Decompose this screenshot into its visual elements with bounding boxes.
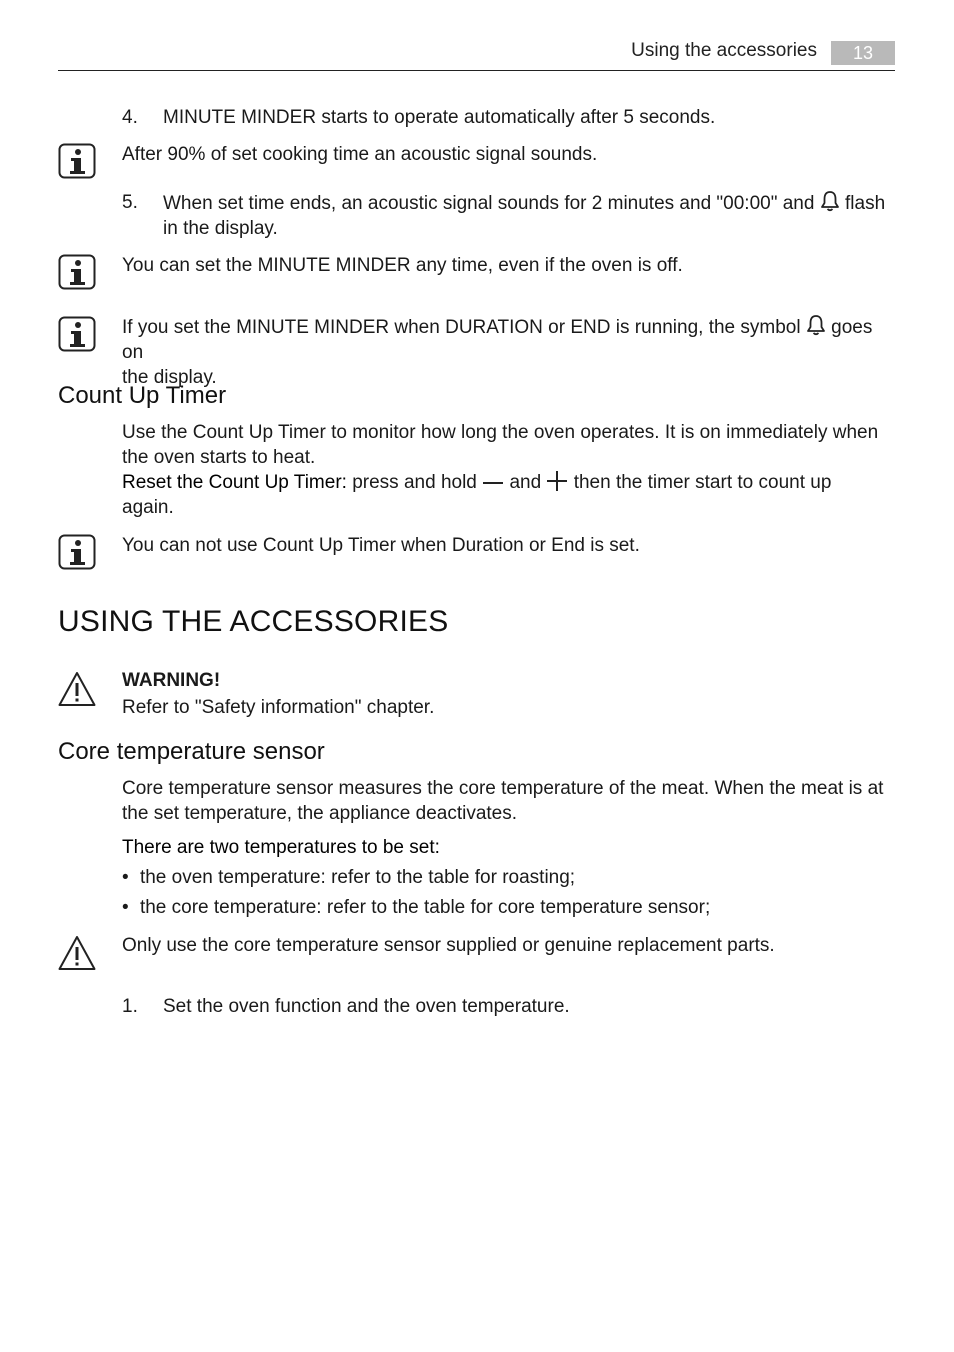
bullet-icon: •: [122, 867, 129, 888]
note-text-part: the display.: [122, 367, 217, 388]
reset-text-part: then the timer start to count up: [573, 472, 832, 493]
reset-text-part: and: [509, 472, 542, 493]
step-text: MINUTE MINDER starts to operate automatically after 5 seconds.: [163, 107, 716, 128]
warning-icon: [58, 671, 96, 707]
section-heading: Core temperature sensor: [58, 738, 325, 765]
warning-text: Refer to "Safety information" chapter.: [122, 697, 435, 718]
list-item: [122, 895, 710, 920]
step-number: 1.: [122, 996, 138, 1017]
step-text-part: flash: [845, 193, 886, 214]
note-text-part: goes on: [122, 317, 873, 363]
core-sensor-paragraph: [122, 776, 892, 826]
caution-text: Only use the core temperature sensor supplied or genuine replacement parts.: [122, 935, 775, 956]
reset-text-part: again.: [122, 497, 174, 518]
info-icon: [58, 143, 96, 179]
list-intro: There are two temperatures to be set:: [122, 837, 440, 858]
display-value: 00:00: [723, 193, 771, 214]
step-text-part: in the display.: [163, 218, 278, 239]
bell-icon: [806, 314, 826, 336]
info-note-text: You can not use Count Up Timer when Duration or End is set.: [122, 535, 640, 556]
step-number: 4.: [122, 107, 138, 128]
step-number: 5.: [122, 192, 138, 213]
warning-icon: [58, 935, 96, 971]
count-up-paragraph: [122, 420, 892, 520]
warning-title: WARNING!: [122, 670, 221, 691]
step-text: [163, 190, 893, 241]
list-item: [122, 865, 575, 890]
list-item-text: the oven temperature: refer to the table for roasting;: [139, 867, 576, 888]
plus-icon: [546, 471, 568, 491]
bullet-icon: •: [122, 897, 129, 918]
list-item-text: the core temperature: refer to the table for core temperature sensor;: [139, 897, 711, 918]
paragraph-line: Core temperature sensor measures the core temperature of the meat. When the meat is at: [122, 778, 884, 799]
reset-text-part: press and hold: [352, 472, 477, 493]
section-heading: Count Up Timer: [58, 382, 227, 409]
chapter-heading: USING THE ACCESSORIES: [58, 605, 449, 638]
bell-icon: [820, 190, 840, 212]
info-icon: [58, 254, 96, 290]
minus-icon: [482, 473, 504, 491]
step-text-part: " and: [770, 193, 815, 214]
header-rule: [58, 70, 895, 71]
paragraph-line: Use the Count Up Timer to monitor how long the oven operates. It is on immediately when: [122, 422, 879, 443]
header-section-title: Using the accessories: [631, 40, 817, 61]
page-number: 13: [831, 41, 895, 65]
paragraph-line: the oven starts to heat.: [122, 447, 316, 468]
info-note-text: After 90% of set cooking time an acoustic signal sounds.: [122, 144, 598, 165]
reset-label: Reset the Count Up Timer:: [122, 472, 347, 493]
info-icon: [58, 316, 96, 352]
paragraph-line: the set temperature, the appliance deactivates.: [122, 803, 518, 824]
note-text-part: If you set the MINUTE MINDER when DURATION or END is running, the symbol: [122, 317, 801, 338]
step-text-part: When set time ends, an acoustic signal sounds for 2 minutes and ": [163, 193, 724, 214]
info-icon: [58, 534, 96, 570]
info-note-text: You can set the MINUTE MINDER any time, even if the oven is off.: [122, 255, 683, 276]
info-note-text: [122, 314, 892, 390]
step-text: Set the oven function and the oven temperature.: [163, 996, 570, 1017]
